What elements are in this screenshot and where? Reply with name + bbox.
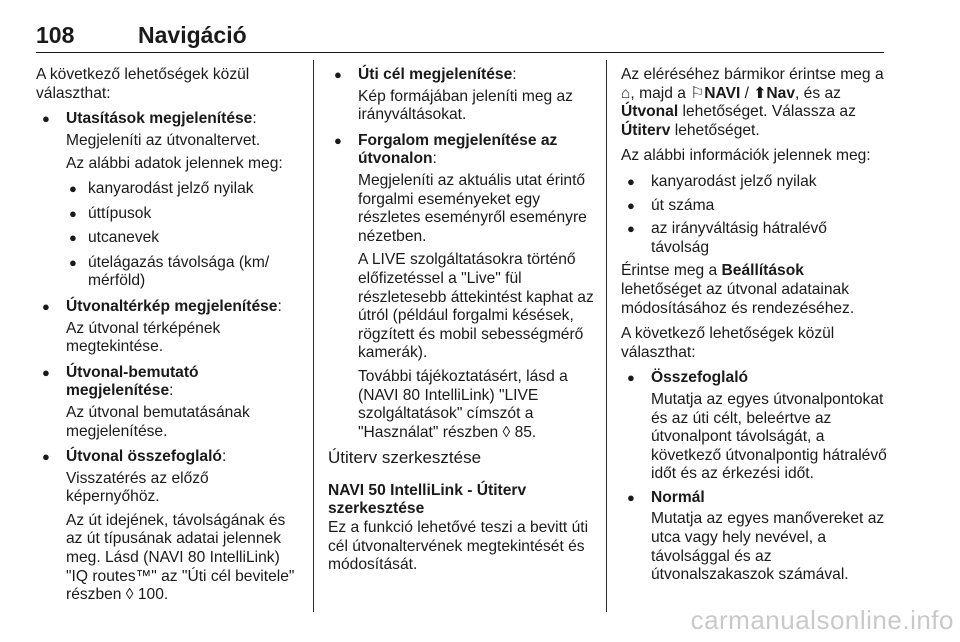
option-label: Összefoglaló [651,369,749,387]
text-run: , majd a [630,84,691,102]
option-label: Útvonal-bemutató megjelenítése [66,363,199,400]
list-item [621,369,887,484]
subsection-heading: NAVI 50 IntelliLink - Útiterv szerkesztése [328,481,527,518]
option-text: Az út idejének, távolságának és az út típusának adatai jelennek meg. Lásd (NAVI 80 IntelliLink) "IQ routes™" az "Úti cél bevitele" részben ◊ 100. [66,511,295,604]
option-text: Mutatja az egyes útvonalpontokat és az úti célt, beleértve az útvonalpont távolságát, a következő útvonalpontig hátralévő időt és az érkezési időt. [651,390,887,483]
options-list [328,66,594,442]
route-label: Útvonal [621,103,679,121]
option-text: Az alábbi adatok jelennek meg: [66,155,283,173]
info-list [66,180,304,291]
list-item: ● Utasítások megjelenítése: Megjeleníti az útvonaltervet. Az alábbi adatok jelennek meg: ● kanyarodást jelző nyilak ● úttípusok ● utcanevek ● útelágazás távolsága (km/ mérföld) [36,110,304,291]
column-3 [621,66,887,590]
access-instructions [621,66,887,140]
list-item: ● utcanevek [66,229,304,248]
list-item: ● az irányváltásig hátralévő távolság [621,220,887,257]
options-list [36,110,304,605]
option-label: Úti cél megjelenítése [358,66,513,83]
option-label: Forgalom megjelenítése az útvonalon [358,131,558,168]
watermark: carmanualsonline.info [690,605,954,635]
list-item: ● kanyarodást jelző nyilak [621,173,887,192]
option-text: Kép formájában jeleníti meg az irányváltásokat. [358,87,573,124]
list-item: ● útelágazás távolsága (km/ mérföld) [66,254,304,291]
option-label: Utasítások megjelenítése [66,110,253,128]
flag-icon: ⚐ [690,84,705,102]
text-run: , és az [795,84,841,102]
home-icon: ⌂ [621,84,631,102]
page-number: 108 [36,22,75,48]
option-label: Normál [651,488,705,506]
list-item: ● Útvonal összefoglaló: Visszatérés az előző képernyőhöz. Az út idejének, távolságának és az út típusának adatai jelennek meg. Lásd (NAVI 80 IntelliLink) "IQ routes™" az "Úti cél bevitele" részben ◊ 100. [36,448,304,605]
option-text: További tájékoztatásért, lásd a (NAVI 80 IntelliLink) "LIVE szolgáltatások" címszót a "Használat" részben ◊ 85. [358,367,568,441]
list-item: ● Úti cél megjelenítése: Kép formájában jeleníti meg az irányváltásokat. [328,66,594,125]
list-item: ● úttípusok [66,205,304,224]
text-run: Az eléréséhez bármikor érintse meg a [621,66,884,83]
option-text: Az útvonal térképének megtekintése. [66,319,221,356]
list-item: ● Forgalom megjelenítése az útvonalon: Megjeleníti az aktuális utat érintő forgalmi eseményeket egy részletes eseményről eseményre nézetben. A LIVE szolgáltatásokra történő előfizetéssel a "Live" fül részletesebb áttekintést kaphat az útról (például forgalmi késések, rögzített és mobil sebességmérő kamerák). További tájékoztatásért, lásd a (NAVI 80 IntelliLink) "LIVE szolgáltatások" címszót a "Használat" részben ◊ 85. [328,132,594,443]
nav-arrow-icon: ⬆ [753,84,767,102]
option-label: Útvonal összefoglaló [66,448,222,466]
navi-label: NAVI [704,84,741,102]
settings-label: Beállítások [721,262,804,280]
itinerary-label: Útiterv [621,121,671,139]
column-2 [328,66,594,582]
section-heading: Útiterv szerkesztése [328,448,482,468]
list-item: ● Útvonal-bemutató megjelenítése: Az útvonal bemutatásának megjelenítése. [36,364,304,441]
settings-instructions [621,262,887,318]
text-run: Érintse meg a [621,262,722,280]
column-divider-1 [313,60,314,612]
option-text: Visszatérés az előző képernyőhöz. [66,469,209,506]
text-run: lehetőséget. [670,121,760,139]
option-text: Mutatja az egyes manővereket az utca vagy hely nevével, a távolsággal és az útvonalszakaszok számával. [651,510,885,584]
list-item: ● út száma [621,197,887,216]
list-item [621,489,887,585]
column-divider-2 [606,60,607,612]
option-text: A LIVE szolgáltatásokra történő előfizetéssel a "Live" fül részletesebb áttekintést kaphat az útról (például forgalmi késések, rögzített és mobil sebességmérő kamerák). [358,251,594,362]
nav-label: Nav [766,84,796,102]
body-text: Ez a funkció lehetővé teszi a bevitt úti cél útvonaltervének megtekintését és módosítását. [328,519,589,574]
option-text: Az útvonal bemutatásának megjelenítése. [66,403,250,440]
info-list [621,173,887,257]
section-title: Navigáció [138,22,247,48]
text-run: lehetőséget. Válassza az [678,103,856,121]
option-text: Megjeleníti az útvonaltervet. [66,131,261,149]
list-item: ● Útvonaltérkép megjelenítése: Az útvonal térképének megtekintése. [36,298,304,357]
column-1 [36,66,304,612]
page-header [36,18,884,53]
info-intro: Az alábbi információk jelennek meg: [621,147,871,165]
options-list [621,369,887,585]
list-item: ● kanyarodást jelző nyilak [66,180,304,199]
option-text: Megjeleníti az aktuális utat érintő forgalmi eseményeket egy részletes eseményről eseményre nézetben. [358,171,587,245]
options-intro: A következő lehetőségek közül választhat: [621,325,835,361]
text-run: lehetőséget az útvonal adatainak módosításához és rendezéséhez. [621,280,855,317]
text-run: / [740,84,754,102]
intro-text: A következő lehetőségek közül választhat: [36,66,250,102]
option-label: Útvonaltérkép megjelenítése [66,297,278,315]
